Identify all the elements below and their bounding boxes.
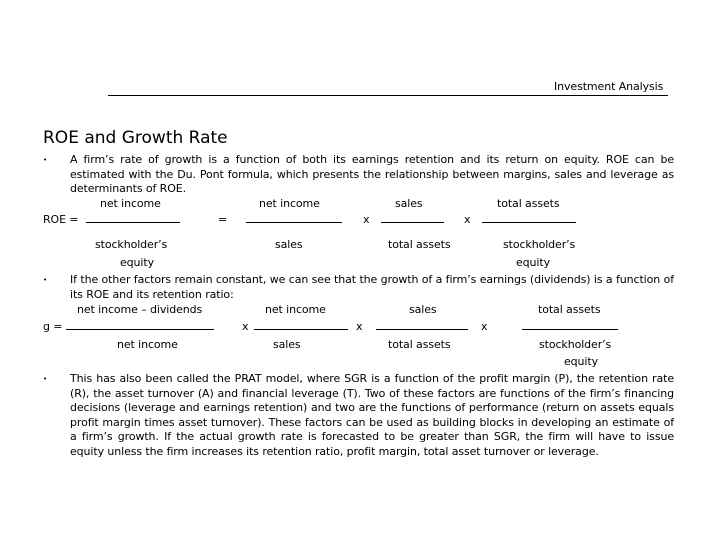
g-denominator-3: total assets xyxy=(388,338,451,351)
roe-fraction-bar-4 xyxy=(482,222,576,223)
bullet-text-1: A firm’s rate of growth is a function of both its earnings retention and its return on equity. ROE can be estimated with the Du. Pont formula, which presents the relationship between margins, sales and leverage as determinants of ROE. xyxy=(70,153,674,195)
roe-denominator-4: stockholder’s xyxy=(503,238,576,251)
g-fraction-bar-4 xyxy=(522,329,618,330)
g-numerator-1: net income – dividends xyxy=(77,303,203,316)
roe-denominator-1: stockholder’s xyxy=(95,238,168,251)
bullet-marker: • xyxy=(43,276,48,284)
roe-numerator-2: net income xyxy=(259,197,320,210)
roe-times-1: x xyxy=(363,213,370,226)
g-fraction-bar-2 xyxy=(254,329,348,330)
g-denominator-2: sales xyxy=(273,338,301,351)
g-numerator-2: net income xyxy=(265,303,326,316)
roe-fraction-bar-2 xyxy=(246,222,342,223)
header-divider xyxy=(108,95,668,96)
g-fraction-bar-3 xyxy=(376,329,468,330)
roe-equals: = xyxy=(218,213,228,226)
slide-title: ROE and Growth Rate xyxy=(43,128,228,148)
g-numerator-4: total assets xyxy=(538,303,601,316)
roe-fraction-bar-1 xyxy=(86,222,180,223)
g-label: g = xyxy=(43,320,63,333)
g-times-1: x xyxy=(242,320,249,333)
roe-denominator-4b: equity xyxy=(516,256,551,269)
g-times-3: x xyxy=(481,320,488,333)
roe-denominator-2: sales xyxy=(275,238,303,251)
g-denominator-1: net income xyxy=(117,338,178,351)
roe-denominator-3: total assets xyxy=(388,238,451,251)
header-title: Investment Analysis xyxy=(554,80,664,93)
g-numerator-3: sales xyxy=(409,303,437,316)
bullet-text-3: This has also been called the PRAT model, where SGR is a function of the profit margin (P), the retention rate (R), the asset turnover (A) and financial leverage (T). Two of these factors are functions of the firm’s financing decisions (leverage and earnings retention) and two are the functions of performance (return on assets equals profit margin times asset turnover). These factors can be used as building blocks in developing an estimate of a firm’s growth. If the actual growth rate is forecasted to be greater than SGR, the firm will have to issue equity unless the firm increases its retention ratio, profit margin, total asset turnover or leverage. xyxy=(70,372,674,458)
bullet-text-2: If the other factors remain constant, we can see that the growth of a firm’s earnings (dividends) is a function of its ROE and its retention ratio: xyxy=(70,273,674,301)
g-times-2: x xyxy=(356,320,363,333)
roe-label: ROE = xyxy=(43,213,79,226)
roe-fraction-bar-3 xyxy=(381,222,444,223)
g-denominator-4b: equity xyxy=(564,355,599,368)
bullet-marker: • xyxy=(43,375,48,383)
roe-numerator-4: total assets xyxy=(497,197,560,210)
roe-numerator-1: net income xyxy=(100,197,161,210)
g-denominator-4: stockholder’s xyxy=(539,338,612,351)
roe-denominator-1b: equity xyxy=(120,256,155,269)
bullet-marker: • xyxy=(43,156,48,164)
roe-numerator-3: sales xyxy=(395,197,423,210)
g-fraction-bar-1 xyxy=(66,329,214,330)
roe-times-2: x xyxy=(464,213,471,226)
